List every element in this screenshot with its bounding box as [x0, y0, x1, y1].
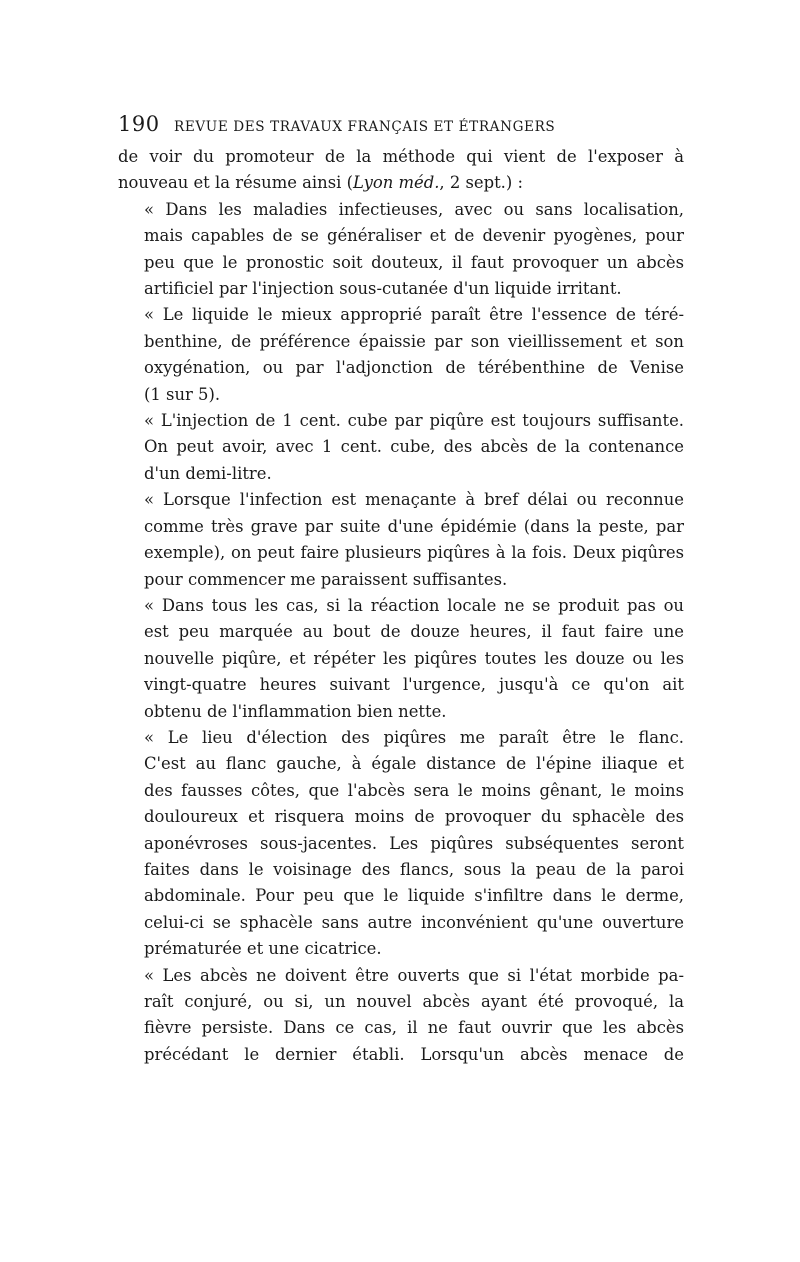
text-line: faites dans le voisinage des flancs, sous la peau de la paroi: [144, 859, 684, 879]
book-page: [118, 112, 684, 1068]
text-line: des fausses côtes, que l'abcès sera le moins gênant, le moins: [144, 780, 684, 800]
text-line: « Lorsque l'infection est menaçante à bref délai ou reconnue: [144, 490, 684, 510]
intro-paragraph: [118, 144, 684, 197]
text-line: celui-ci se sphacèle sans autre inconvénient qu'une ouverture: [144, 912, 684, 932]
text-line: « Les abcès ne doivent être ouverts que si l'état morbide pa-: [144, 965, 684, 985]
text-line: abdominale. Pour peu que le liquide s'infiltre dans le derme,: [144, 886, 684, 906]
text-line: oxygénation, ou par l'adjonction de térébenthine de Venise: [144, 358, 684, 378]
text-line: On peut avoir, avec 1 cent. cube, des abcès de la contenance: [144, 437, 684, 457]
quoted-paragraph: [118, 963, 684, 1069]
text-line: C'est au flanc gauche, à égale distance de l'épine iliaque et: [144, 754, 684, 774]
quoted-text: [118, 197, 684, 1068]
quoted-paragraph: [118, 487, 684, 593]
text-line: précédant le dernier établi. Lorsqu'un abcès menace de: [144, 1044, 684, 1064]
text-line: « Dans les maladies infectieuses, avec ou sans localisation,: [144, 199, 684, 219]
text-segment: nouveau et la résume ainsi (: [118, 173, 353, 193]
citation-date: , 2 sept.) :: [439, 173, 524, 193]
text-line: aponévroses sous-jacentes. Les piqûres subséquentes seront: [144, 833, 684, 853]
quoted-paragraph: [118, 725, 684, 963]
quoted-paragraph: [118, 408, 684, 487]
text-line: « L'injection de 1 cent. cube par piqûre est toujours suffisante.: [144, 411, 684, 431]
page-number: 190: [118, 112, 160, 136]
text-line: benthine, de préférence épaissie par son vieillissement et son: [144, 331, 684, 351]
text-line: exemple), on peut faire plusieurs piqûres à la fois. Deux piqûres: [144, 543, 684, 563]
text-line: « Dans tous les cas, si la réaction locale ne se produit pas ou: [144, 595, 684, 615]
text-line: « Le liquide le mieux approprié paraît être l'essence de téré-: [144, 305, 684, 325]
text-line: obtenu de l'inflammation bien nette.: [144, 701, 447, 721]
text-line: douloureux et risquera moins de provoquer du sphacèle des: [144, 807, 684, 827]
running-title: REVUE DES TRAVAUX FRANÇAIS ET ÉTRANGERS: [174, 119, 556, 135]
text-line: de voir du promoteur de la méthode qui vient de l'exposer à: [118, 147, 684, 166]
quoted-paragraph: [118, 197, 684, 303]
text-line: artificiel par l'injection sous-cutanée d'un liquide irritant.: [144, 279, 622, 299]
text-line: prématurée et une cicatrice.: [144, 939, 382, 959]
text-line: [118, 170, 684, 196]
quoted-paragraph: [118, 593, 684, 725]
text-line: vingt-quatre heures suivant l'urgence, jusqu'à ce qu'on ait: [144, 675, 684, 695]
citation-journal: Lyon méd.: [352, 173, 440, 193]
text-line: fièvre persiste. Dans ce cas, il ne faut ouvrir que les abcès: [144, 1018, 684, 1038]
text-line: raît conjuré, ou si, un nouvel abcès ayant été provoqué, la: [144, 992, 684, 1011]
text-line: pour commencer me paraissent suffisantes.: [144, 569, 508, 589]
text-line: nouvelle piqûre, et répéter les piqûres toutes les douze ou les: [144, 648, 684, 668]
running-head: [118, 112, 684, 142]
quoted-paragraph: [118, 302, 684, 408]
text-line: comme très grave par suite d'une épidémie (dans la peste, par: [144, 516, 684, 536]
text-line: mais capables de se généraliser et de devenir pyogènes, pour: [144, 226, 684, 246]
text-line: est peu marquée au bout de douze heures, il faut faire une: [144, 622, 684, 642]
text-line: (1 sur 5).: [144, 384, 221, 404]
text-line: d'un demi-litre.: [144, 463, 272, 483]
text-line: « Le lieu d'élection des piqûres me paraît être le flanc.: [144, 727, 684, 747]
text-line: peu que le pronostic soit douteux, il faut provoquer un abcès: [144, 252, 684, 272]
